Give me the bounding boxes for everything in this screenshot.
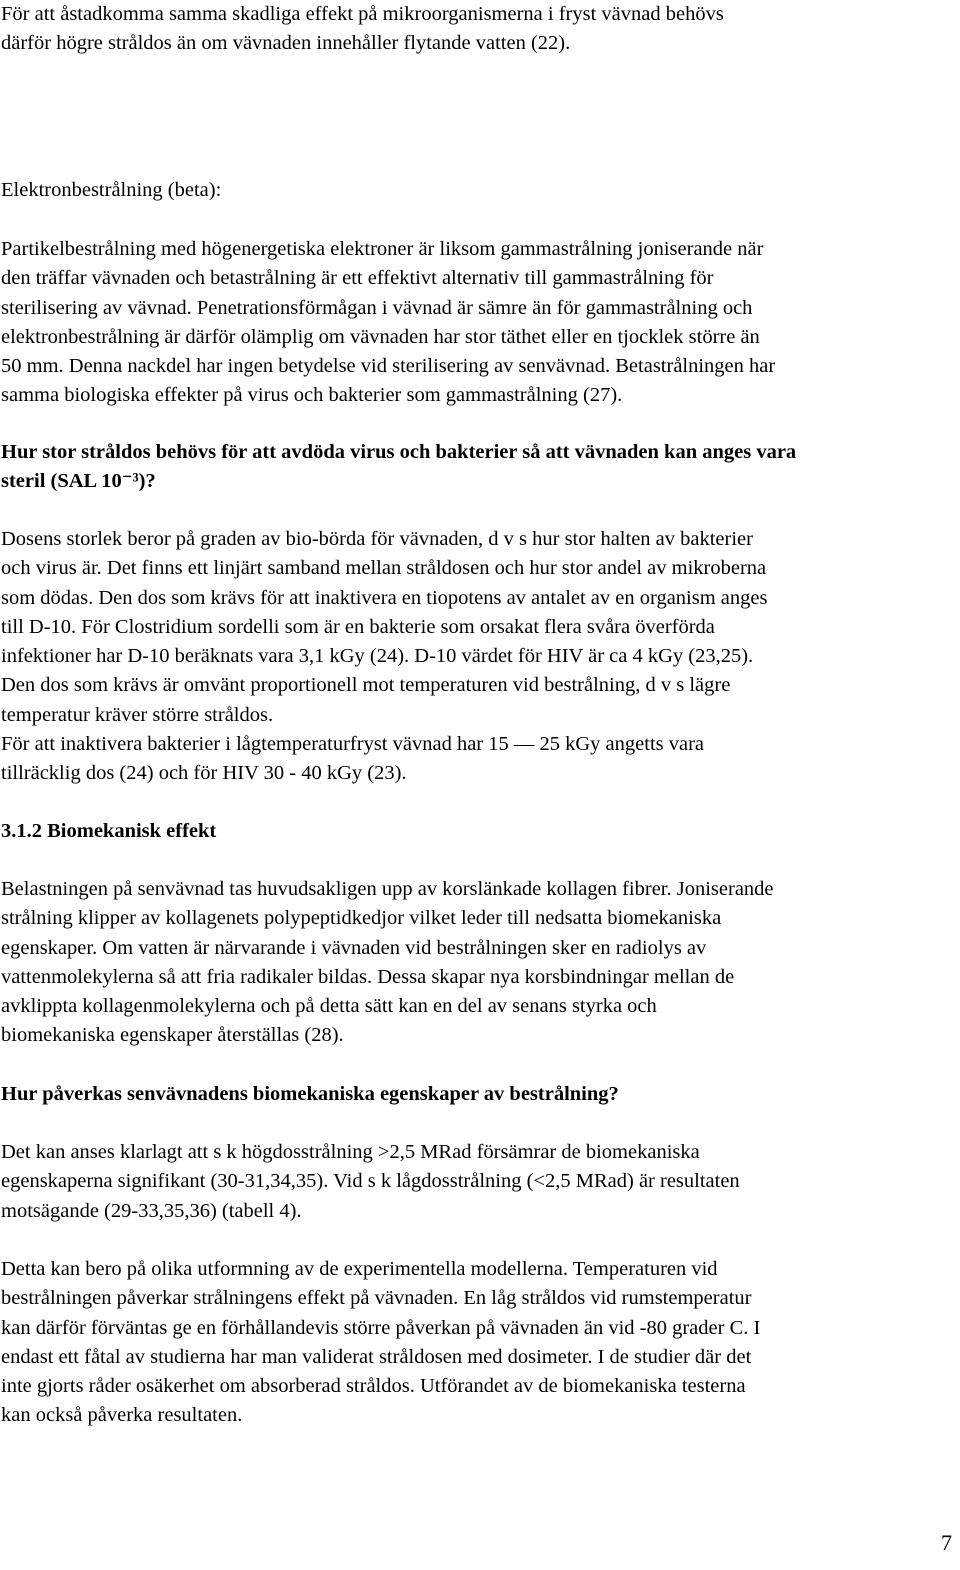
paragraph-particle-irradiation: Partikelbestrålning med högenergetiska elektroner är liksom gammastrålning joniserande när den träffar vävnaden och betastrålning är ett effektivt alternativ till gammastrålning för sterilisering av vävnad. Penetrationsförmågan i vävnad är sämre än för gammastrålning och elektronbestrålning är därför olämplig om vävnaden har stor täthet eller en tjocklek större än 50 mm. Denna nackdel har ingen betydelse vid sterilisering av senvävnad. Betastrålningen har samma biologiska effekter på virus och bakterier som gammastrålning (27). [1, 238, 776, 407]
subheading-electron-irradiation: Elektronbestrålning (beta): [1, 179, 222, 201]
section-heading-biomechanical-effect: 3.1.2 Biomekanisk effekt [1, 820, 217, 842]
question-biomechanical-properties: Hur påverkas senvävnadens biomekaniska egenskaper av bestrålning? [1, 1083, 619, 1105]
paragraph-frozen-tissue: För att åstadkomma samma skadliga effekt på mikroorganismerna i fryst vävnad behövs därför högre stråldos än om vävnaden innehåller flytande vatten (22). [1, 3, 724, 55]
paragraph-experimental-models: Detta kan bero på olika utformning av de experimentella modellerna. Temperaturen vid bestrålningen påverkar strålningens effekt på vävnaden. En låg stråldos vid rumstemperatur kan därför förväntas ge en förhållandevis större påverkan på vävnaden än vid -80 grader C. I endast ett fåtal av studierna har man validerat stråldosen med dosimeter. I de studier där det inte gjorts råder osäkerhet om absorberad stråldos. Utförandet av de biomekaniska testerna kan också påverka resultaten. [1, 1258, 761, 1427]
paragraph-tendon-load: Belastningen på senvävnad tas huvudsakligen upp av korslänkade kollagen fibrer. Joniserande strålning klipper av kollagenets polypeptidkedjor vilket leder till nedsatta biomekaniska egenskaper. Om vatten är närvarande i vävnaden vid bestrålningen sker en radiolys av vattenmolekylerna så att fria radikaler bildas. Dessa skapar nya korsbindningar mellan de avklippta kollagenmolekylerna och på detta sätt kan en del av senans styrka och biomekaniska egenskaper återställas (28). [1, 878, 774, 1047]
page-number: 7 [941, 1530, 952, 1555]
paragraph-dose-size: Dosens storlek beror på graden av bio-börda för vävnaden, d v s hur stor halten av bakterier och virus är. Det finns ett linjärt samband mellan stråldosen och hur stor andel av mikroberna som dödas. Den dos som krävs för att inaktivera en tiopotens av antalet av en organism anges till D-10. För Clostridium sordelli som är en bakterie som orsakat flera svåra överförda infektioner har D-10 beräknats vara 3,1 kGy (24). D-10 värdet för HIV är ca 4 kGy (23,25). Den dos som krävs är omvänt proportionell mot temperaturen vid bestrålning, d v s lägre temperatur kräver större stråldos. För att inaktivera bakterier i lågtemperaturfryst vävnad har 15 — 25 kGy angetts vara tillräcklig dos (24) och för HIV 30 - 40 kGy (23). [1, 528, 768, 785]
question-radiation-dose: Hur stor stråldos behövs för att avdöda virus och bakterier så att vävnaden kan anges vara steril (SAL 10⁻³)? [1, 441, 797, 493]
paragraph-high-dose: Det kan anses klarlagt att s k högdosstrålning >2,5 MRad försämrar de biomekaniska egenskaperna signifikant (30-31,34,35). Vid s k lågdosstrålning (<2,5 MRad) är resultaten motsägande (29-33,35,36) (tabell 4). [1, 1141, 740, 1222]
